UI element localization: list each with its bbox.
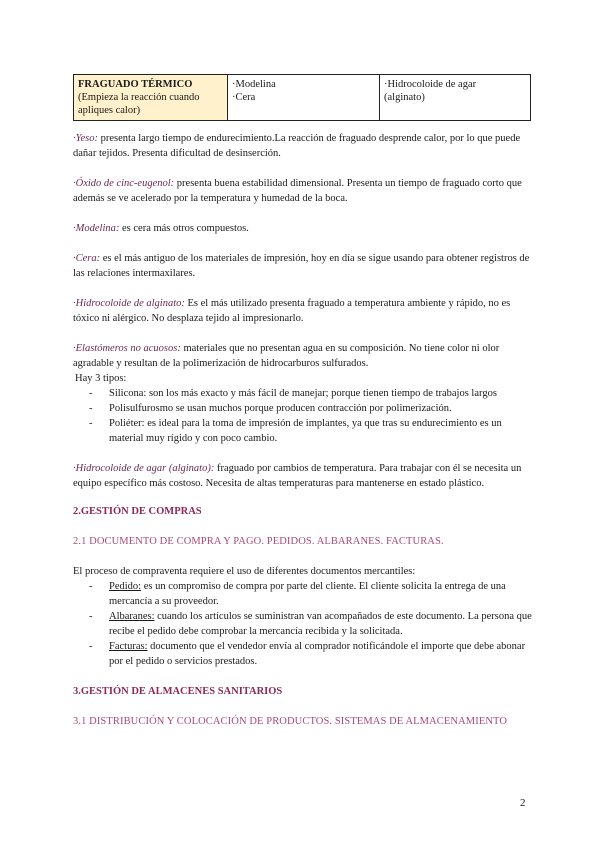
term-albaranes: Albaranes: xyxy=(109,611,155,622)
term-facturas: Facturas: xyxy=(109,641,148,652)
material-cera: ·Cera xyxy=(232,92,256,103)
compra-intro: El proceso de compraventa requiere el uso de diferentes documentos mercantiles: xyxy=(73,566,416,577)
list-item: - Silicona: son los más exacto y más fácil de manejar; porque tienen tiempo de trabajos largos xyxy=(73,386,533,401)
table-cell-materials xyxy=(228,75,380,121)
tipos-intro: Hay 3 tipos: xyxy=(75,373,127,384)
paragraph-modelina xyxy=(73,221,533,236)
term-oxido: ·Óxido de cinc-eugenol: xyxy=(73,178,175,189)
text-yeso: presenta largo tiempo de endurecimiento.La reacción de fraguado desprende calor, por lo que puede dañar tejidos. Presenta dificultad de desinserción. xyxy=(73,133,521,159)
heading-gestion-almacenes: 3.GESTIÓN DE ALMACENES SANITARIOS xyxy=(73,686,283,697)
list-item xyxy=(73,639,533,669)
text-oxido: presenta buena estabilidad dimensional. Presenta un tiempo de fraguado corto que además se ve acelerado por la temperatura y humedad de la boca. xyxy=(73,178,522,204)
term-elastomeros: ·Elastómeros no acuosos: xyxy=(73,343,181,354)
table-row xyxy=(74,75,531,121)
heading-documento-compra: 2.1 DOCUMENTO DE COMPRA Y PAGO. PEDIDOS. ALBARANES. FACTURAS. xyxy=(73,536,444,547)
term-agar: ·Hidrocoloide de agar (alginato): xyxy=(73,463,215,474)
text-elastomeros: materiales que no presentan agua en su composición. No tiene color ni olor agradable y resultan de la polimerización de hidrocarburos sulfurados. xyxy=(73,343,500,369)
text-cera: es el más antiguo de los materiales de impresión, hoy en día se sigue usando para obtener registros de las relaciones intermaxilares. xyxy=(73,253,530,279)
heading-gestion-compras: 2.GESTIÓN DE COMPRAS xyxy=(73,506,202,517)
term-alginato: ·Hidrocoloide de alginato: xyxy=(73,298,185,309)
term-cera: ·Cera: xyxy=(73,253,101,264)
text-facturas: documento que el vendedor envía al comprador notificándole el importe que debe abonar por el pedido o servicios prestados. xyxy=(109,641,526,667)
heading-distribucion: 3.1 DISTRIBUCIÓN Y COLOCACIÓN DE PRODUCTOS. SISTEMAS DE ALMACENAMIENTO xyxy=(73,716,508,727)
text-albaranes: cuando los artículos se suministran van acompañados de este documento. La persona que recibe el pedido debe comprobar la mercancía recibida y la solicitada. xyxy=(109,611,532,637)
material-modelina: ·Modelina xyxy=(232,79,276,90)
term-pedido: Pedido: xyxy=(109,581,142,592)
text-pedido: es un compromiso de compra por parte del cliente. El cliente solicita la entrega de una mercancía a su proveedor. xyxy=(109,581,506,607)
text-agar: fraguado por cambios de temperatura. Para trabajar con él se necesita un equipo específico más costoso. Necesita de altas temperaturas para mantenerse en estado plástico. xyxy=(73,463,522,489)
document-page xyxy=(73,74,533,729)
paragraph-agar xyxy=(73,461,533,491)
paragraph-elastomeros xyxy=(73,341,533,371)
paragraph-alginato xyxy=(73,296,533,326)
fraguado-subtitle: (Empieza la reacción cuando apliques calor) xyxy=(78,92,200,116)
page-number: 2 xyxy=(520,797,526,809)
paragraph-oxido xyxy=(73,176,533,206)
material-agar-note: (alginato) xyxy=(384,92,425,103)
fraguado-table xyxy=(73,74,531,121)
material-agar: ·Hidrocoloide de agar xyxy=(384,79,477,90)
table-cell-fraguado xyxy=(74,75,228,121)
list-item: - Polisulfurosmo se usan muchos porque producen contracción por polimerización. xyxy=(73,401,533,416)
tipos-list xyxy=(73,386,533,446)
term-yeso: ·Yeso: xyxy=(73,133,98,144)
text-modelina: es cera más otros compuestos. xyxy=(119,223,249,234)
paragraph-yeso xyxy=(73,131,533,161)
paragraph-cera xyxy=(73,251,533,281)
term-modelina: ·Modelina: xyxy=(73,223,120,234)
text-alginato: Es el más utilizado presenta fraguado a temperatura ambiente y rápido, no es tóxico ni alérgico. No desplaza tejido al impresionarlo. xyxy=(73,298,511,324)
table-cell-agar xyxy=(380,75,531,121)
list-item xyxy=(73,579,533,609)
list-item xyxy=(73,609,533,639)
list-item: - Poliéter: es ideal para la toma de impresión de implantes, ya que tras su endurecimiento es un material muy rígido y con poco cambio. xyxy=(73,416,533,446)
fraguado-title: FRAGUADO TÉRMICO xyxy=(78,79,193,90)
documentos-list xyxy=(73,579,533,669)
